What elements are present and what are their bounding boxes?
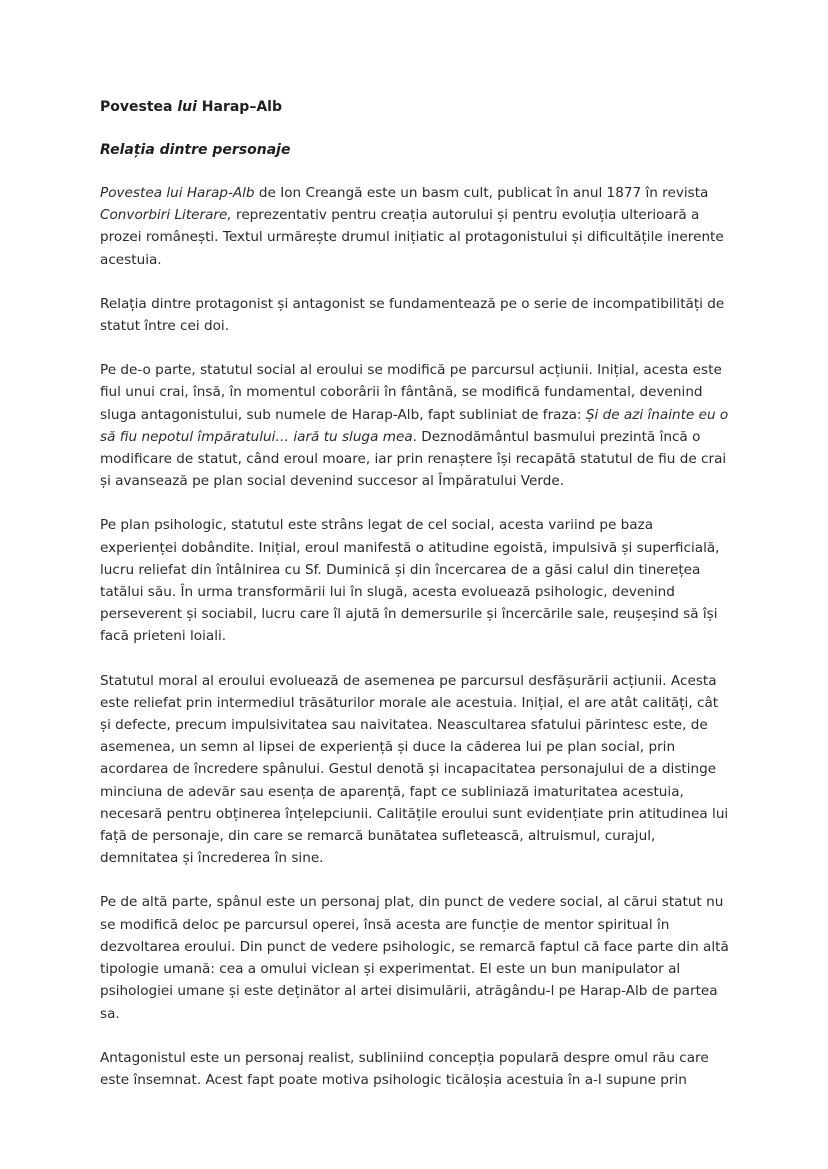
paragraph-antagonist-static: Pe de altă parte, spânul este un personaj plat, din punct de vedere social, al cărui statut nu se modifică deloc pe parcursul operei, însă acesta are funcție de mentor spiritual în dezvoltarea eroului. Din punct de vedere psihologic, se remarcă faptul că face parte din altă tipologie umană: cea a omului viclean și experimentat. El este un bun manipulator al psihologiei umane și este deținător al artei disimulării, atrăgându-l pe Harap-Alb de partea sa. <box>100 894 729 1022</box>
section-subtitle: Relația dintre personaje <box>100 142 291 158</box>
magazine-title: Convorbiri Literare, <box>100 207 232 224</box>
title-text-1: Povestea <box>100 99 178 115</box>
paragraph-intro-text-1: de Ion Creangă este un basm cult, publicat în anul 1877 în revista <box>254 185 709 201</box>
title-text-3: Harap–Alb <box>196 99 282 115</box>
paragraph-relation: Relația dintre protagonist și antagonist se fundamentează pe o serie de incompatibilități de statut între cei doi. <box>100 295 725 335</box>
document-page <box>100 96 730 1113</box>
document-title <box>100 96 730 118</box>
paragraph-moral: Statutul moral al eroului evoluează de asemenea pe parcursul desfășurării acțiunii. Acesta este reliefat prin intermediul trăsăturilor morale ale acestuia. Inițial, el are atât calități, cât și defecte, precum impulsivitatea sau naivitatea. Neascultarea sfatului părintesc este, de asemenea, un semn al lipsei de experiență și duce la căderea lui pe plan social, prin acordarea de încredere spânului. Gestul denotă și incapacitatea personajului de a distinge minciuna de adevăr sau esența de aparență, fapt ce subliniază imaturitatea acestuia, necesară pentru obținerea înțelepciunii. Calitățile eroului sunt evidențiate prin atitudinea lui față de personaje, din care se remarcă bunătatea sufletească, altruismul, curajul, demnitatea și încrederea în sine. <box>100 672 729 867</box>
quotation: Și de azi înainte eu o să fiu nepotul împăratului… iară tu sluga mea <box>100 406 729 445</box>
paragraph-psychological: Pe plan psihologic, statutul este strâns legat de cel social, acesta variind pe baza experienței dobândite. Inițial, eroul manifestă o atitudine egoistă, impulsivă și superficială, lucru reliefat din întâlnirea cu Sf. Duminică și din încercarea de a găsi calul din tinerețea tatălui său. În urma transformării lui în slugă, acesta evoluează psihologic, devenind perseverent și sociabil, lucru care îl ajută în demersurile și încercările sale, reușeșind să își facă prieteni loiali. <box>100 517 720 645</box>
work-title: Povestea lui Harap-Alb <box>100 185 255 201</box>
title-text-2: lui <box>177 99 197 115</box>
paragraph-social-status <box>100 359 730 492</box>
paragraph-social-text-2: . Deznodământul basmului prezintă încă o modificare de statut, când eroul moare, iar prin renaștere își recapătă statutul de fiu de crai și avansează pe plan social devenind succesor al Împăratului Verde. <box>100 428 727 490</box>
paragraph-social-text-1: Pe de-o parte, statutul social al eroului se modifică pe parcursul acțiunii. Inițial, acesta este fiul unui crai, însă, în momentul coborârii în fântână, se modifică fundamental, devenind sluga antagonistului, sub numele de Harap-Alb, fapt subliniat de fraza: <box>100 362 722 423</box>
paragraph-antagonist-realist: Antagonistul este un personaj realist, subliniind concepția populară despre omul rău care este însemnat. Acest fapt poate motiva psihologic ticăloșia acestuia în a-l supune prin <box>100 1049 709 1088</box>
paragraph-intro <box>100 182 730 271</box>
paragraph-intro-text-2: reprezentativ pentru creația autorului și pentru evoluția ulterioară a prozei românești. Textul urmărește drumul inițiatic al protagonistului și dificultățile inerente acestuia. <box>100 207 724 268</box>
